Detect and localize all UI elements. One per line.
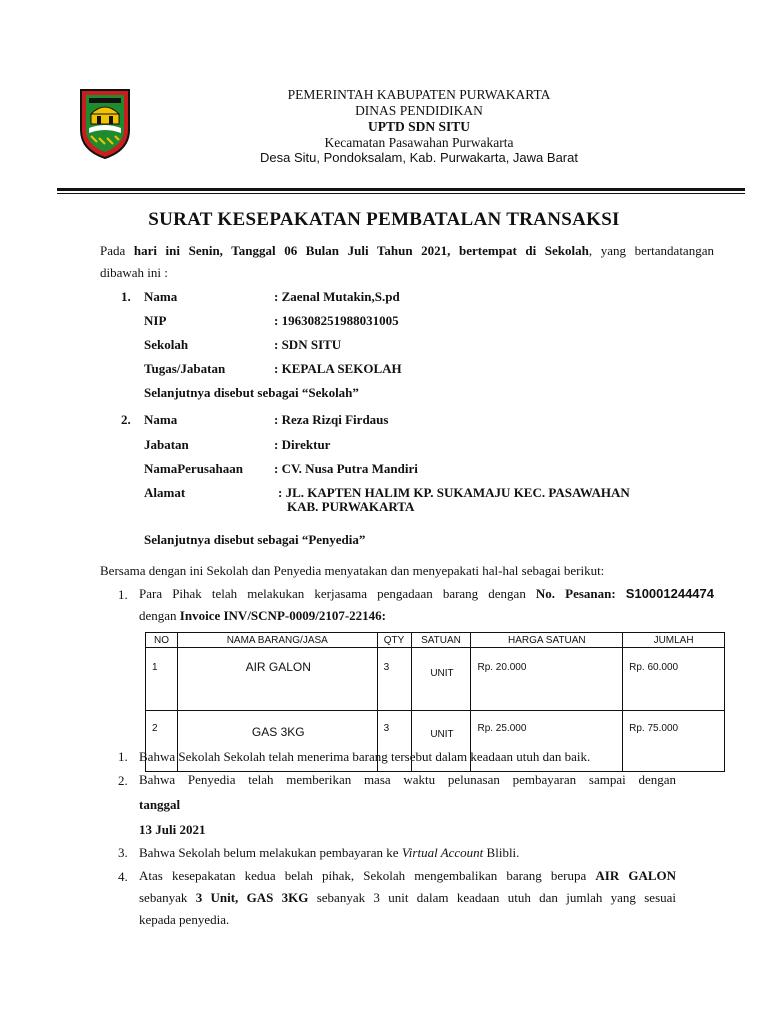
point-a-number: 1. <box>118 749 128 764</box>
col-header-unit: SATUAN <box>411 633 471 648</box>
letterhead-address: Desa Situ, Pondoksalam, Kab. Purwakarta, Jawa Barat <box>260 150 578 165</box>
point-d-number: 4. <box>118 869 128 884</box>
party2-address-value: : JL. KAPTEN HALIM KP. SUKAMAJU KEC. PASAWAHAN <box>278 485 630 500</box>
party2-address-label: Alamat <box>144 485 186 500</box>
party1-nip-label: NIP <box>144 313 167 328</box>
col-header-unit-price: HARGA SATUAN <box>471 633 623 648</box>
point-b-number: 2. <box>118 773 128 788</box>
cell-no: 1 <box>146 648 178 711</box>
point1-line2: dengan Invoice INV/SCNP-0009/2107-22146: <box>139 608 386 623</box>
party2-position-value: : Direktur <box>274 437 331 452</box>
cell-unit-price: Rp. 20.000 <box>471 648 623 711</box>
invoice-number: Invoice INV/SCNP-0009/2107-22146: <box>179 608 386 623</box>
party1-school-value: : SDN SITU <box>274 337 342 352</box>
party2-address-value2: KAB. PURWAKARTA <box>287 499 415 514</box>
cell-unit-price: Rp. 25.000 <box>471 711 623 772</box>
party2-company-value: : CV. Nusa Putra Mandiri <box>274 461 418 476</box>
party2-position-label: Jabatan <box>144 437 189 452</box>
intro-line2: dibawah ini : <box>100 265 168 280</box>
table-header-row <box>146 633 725 648</box>
col-header-item: NAMA BARANG/JASA <box>177 633 377 648</box>
party2-name-value: : Reza Rizqi Firdaus <box>274 412 389 427</box>
point-a-text: Bahwa Sekolah Sekolah telah menerima barang tersebut dalam keadaan utuh dan baik. <box>139 749 591 764</box>
col-header-total: JUMLAH <box>623 633 725 648</box>
order-number: S10001244474 <box>625 586 714 601</box>
point1-number: 1. <box>118 587 128 602</box>
party2-name-label: Nama <box>144 412 178 427</box>
cell-total: Rp. 75.000 <box>623 711 725 772</box>
party1-name-label: Nama <box>144 289 178 304</box>
cell-total: Rp. 60.000 <box>623 648 725 711</box>
cell-qty: 3 <box>377 711 411 772</box>
agreement-intro: Bersama dengan ini Sekolah dan Penyedia menyatakan dan menyepakati hal-hal sebagai berikut: <box>100 563 605 578</box>
party2-note: Selanjutnya disebut sebagai “Penyedia” <box>144 532 366 547</box>
point-b-date: 13 Juli 2021 <box>139 822 206 837</box>
party1-number: 1. <box>121 289 131 304</box>
letterhead-line1: PEMERINTAH KABUPATEN PURWAKARTA <box>287 87 551 102</box>
party1-school-label: Sekolah <box>144 337 189 352</box>
intro-paragraph <box>100 240 714 284</box>
party1-note: Selanjutnya disebut sebagai “Sekolah” <box>144 385 359 400</box>
party2-company-label: NamaPerusahaan <box>144 461 243 476</box>
party1-role-value: : KEPALA SEKOLAH <box>274 361 402 376</box>
intro-line1: Pada hari ini Senin, Tanggal 06 Bulan Juli Tahun 2021, bertempat di Sekolah, yang bertandatangan <box>100 243 714 258</box>
cell-qty: 3 <box>377 648 411 711</box>
cell-item: GAS 3KG <box>177 711 377 772</box>
table-row <box>146 648 725 711</box>
point-b-text: Bahwa Penyedia telah memberikan masa waktu pelunasan pembayaran sampai dengan <box>139 772 676 787</box>
party1-nip-value: : 196308251988031005 <box>274 313 399 328</box>
cell-no: 2 <box>146 711 178 772</box>
cell-item: AIR GALON <box>177 648 377 711</box>
header-rule-thick <box>57 188 745 191</box>
letterhead-line3: UPTD SDN SITU <box>367 119 471 134</box>
point-c-number: 3. <box>118 845 128 860</box>
party1-name-value: : Zaenal Mutakin,S.pd <box>274 289 400 304</box>
cell-unit: UNIT <box>411 711 471 772</box>
col-header-qty: QTY <box>377 633 411 648</box>
point-c-text: Bahwa Sekolah belum melakukan pembayaran ke Virtual Account Blibli. <box>139 845 520 860</box>
letterhead-line2: DINAS PENDIDIKAN <box>355 103 483 118</box>
point-d-text: Atas kesepakatan kedua belah pihak, Sekolah mengembalikan barang berupa AIR GALON sebanyak 3 Unit, GAS 3KG sebanyak 3 unit dalam keadaan utuh dan jumlah yang sesuai kepada penyedia. <box>139 868 677 927</box>
party1-role-label: Tugas/Jabatan <box>144 361 226 376</box>
party2-number: 2. <box>121 412 131 427</box>
letterhead-line4: Kecamatan Pasawahan Purwakarta <box>324 135 514 150</box>
cell-unit: UNIT <box>411 648 471 711</box>
point1-line1: Para Pihak telah melakukan kerjasama pengadaan barang dengan No. Pesanan: S10001244474 <box>139 586 714 601</box>
header-rule-thin <box>57 193 745 194</box>
col-header-no: NO <box>146 633 178 648</box>
point1-paragraph <box>139 583 714 627</box>
document-title: SURAT KESEPAKATAN PEMBATALAN TRANSAKSI <box>148 209 620 230</box>
point-b-bold-line: tanggal <box>139 797 181 812</box>
